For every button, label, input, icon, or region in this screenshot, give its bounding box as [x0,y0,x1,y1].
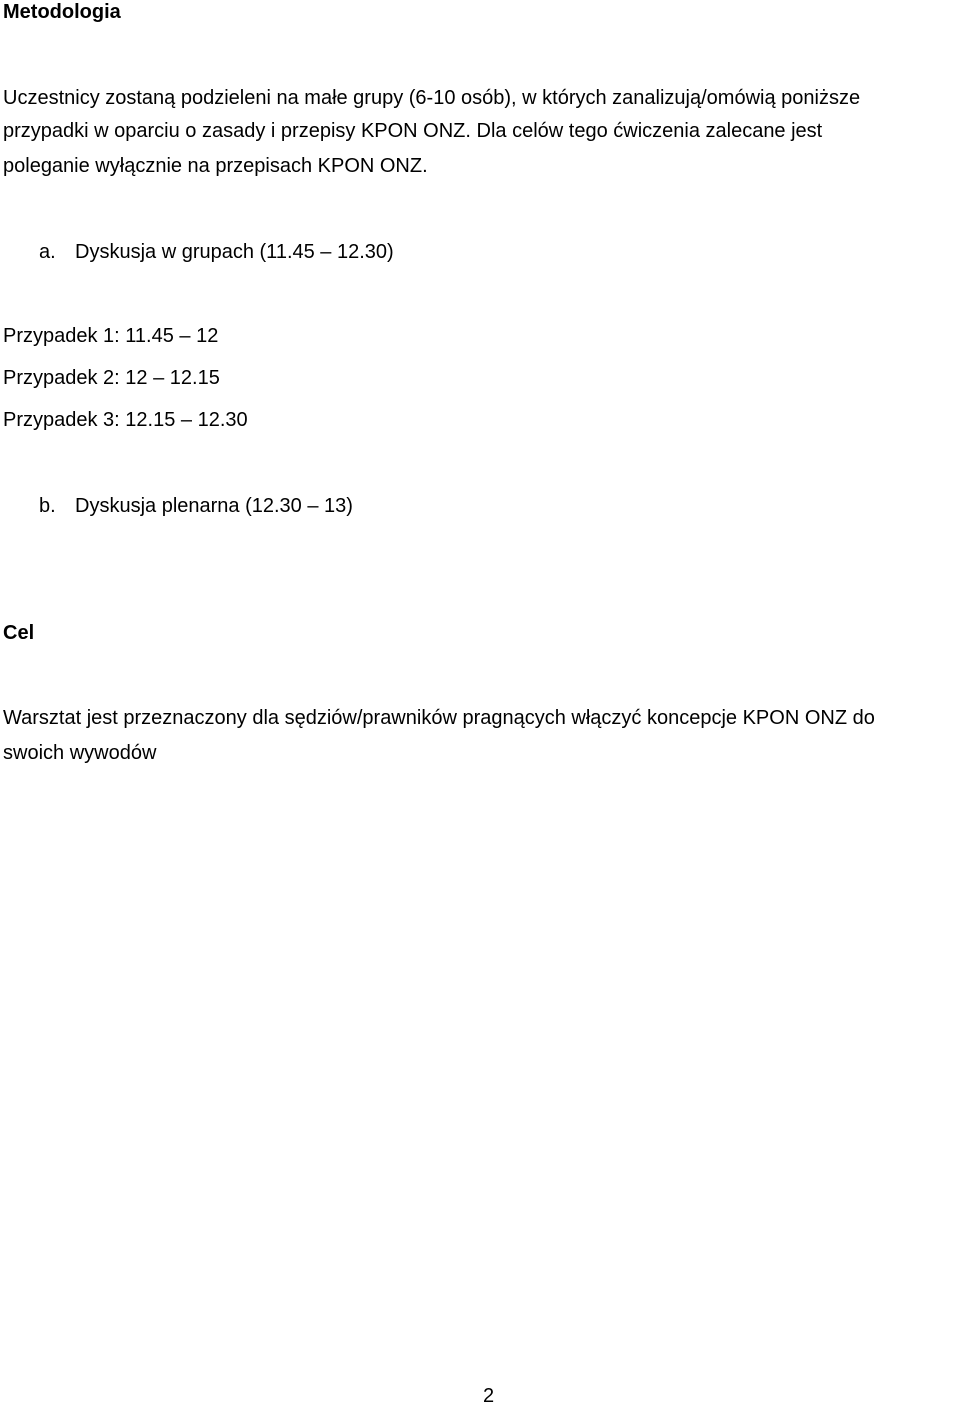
section-heading-metodologia: Metodologia [3,1,121,23]
paragraph-line: swoich wywodów [3,742,157,764]
paragraph-line: Warsztat jest przeznaczony dla sędziów/prawników pragnących włączyć koncepcje KPON ONZ do [3,707,875,729]
list-marker: a. [39,241,56,263]
paragraph-line: przypadki w oparciu o zasady i przepisy KPON ONZ. Dla celów tego ćwiczenia zalecane jest [3,120,823,142]
list-item-text: Dyskusja w grupach (11.45 – 12.30) [75,241,394,263]
page-number: 2 [483,1385,495,1407]
case-item: Przypadek 3: 12.15 – 12.30 [3,409,248,431]
paragraph-line: poleganie wyłącznie na przepisach KPON ONZ. [3,155,428,177]
paragraph-line: Uczestnicy zostaną podzieleni na małe grupy (6-10 osób), w których zanalizują/omówią poniższe [3,87,861,109]
case-item: Przypadek 2: 12 – 12.15 [3,367,220,389]
list-marker: b. [39,495,56,517]
section-heading-cel: Cel [3,622,35,644]
case-item: Przypadek 1: 11.45 – 12 [3,325,219,347]
list-item-text: Dyskusja plenarna (12.30 – 13) [75,495,353,517]
